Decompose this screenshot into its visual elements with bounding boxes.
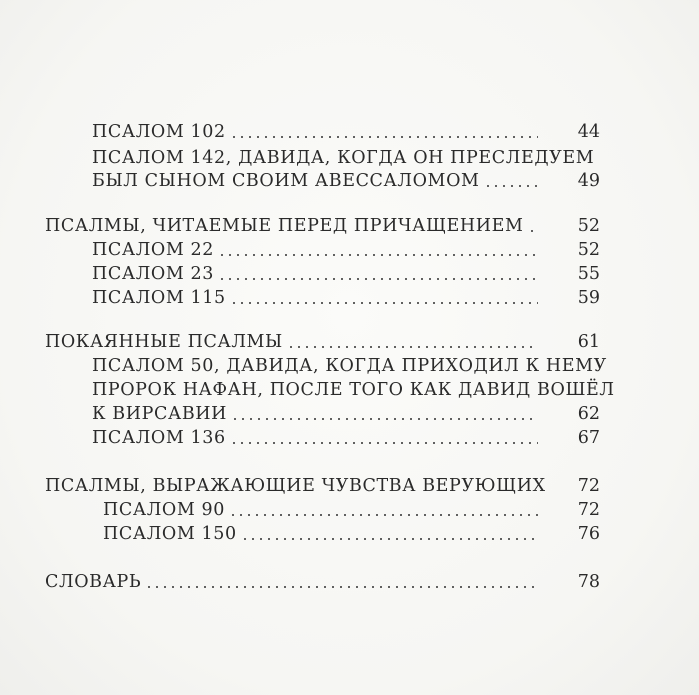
toc-page-number: 67 bbox=[577, 428, 600, 448]
toc-entry-psalm-50-line-2: ПРОРОК НАФАН, ПОСЛЕ ТОГО КАК ДАВИД ВОШЁЛ bbox=[92, 380, 615, 400]
toc-entry-psalm-23 bbox=[92, 262, 544, 286]
toc-entry-title: БЫЛ СЫНОМ СВОИМ АВЕССАЛОМОМ bbox=[92, 171, 480, 191]
toc-page-number: 72 bbox=[577, 500, 600, 520]
toc-entry-title: СЛОВАРЬ bbox=[45, 572, 142, 592]
dot-leader bbox=[218, 278, 538, 280]
toc-entry-title: ПСАЛОМ 136 bbox=[92, 428, 226, 448]
toc-entry-title: ПСАЛОМ 115 bbox=[92, 288, 226, 308]
dot-leader bbox=[241, 538, 538, 540]
toc-page-number: 72 bbox=[577, 476, 600, 496]
toc-page-number: 49 bbox=[577, 171, 600, 191]
toc-entry-title: ПСАЛОМ 90 bbox=[103, 500, 226, 520]
toc-entry-psalm-90 bbox=[103, 498, 544, 522]
dot-leader bbox=[528, 230, 538, 232]
toc-entry-title: ПСАЛОМ 22 bbox=[92, 240, 215, 260]
toc-entry-psalm-50 bbox=[92, 402, 544, 426]
toc-entry-title: ПСАЛОМ 102 bbox=[92, 122, 226, 142]
toc-entry-psalm-142 bbox=[92, 169, 544, 193]
toc-section-title: ПСАЛМЫ, ВЫРАЖАЮЩИЕ ЧУВСТВА ВЕРУЮЩИХ bbox=[45, 476, 546, 496]
toc-page-number: 78 bbox=[577, 572, 600, 592]
dot-leader bbox=[229, 514, 538, 516]
toc-section-feelings bbox=[45, 474, 544, 498]
toc-entry-psalm-115 bbox=[92, 286, 544, 310]
dot-leader bbox=[230, 302, 538, 304]
toc-page-number: 52 bbox=[577, 216, 600, 236]
toc-entry-psalm-150 bbox=[103, 522, 544, 546]
toc-entry-psalm-102 bbox=[92, 120, 544, 144]
toc-entry-title: ПСАЛОМ 150 bbox=[103, 524, 237, 544]
toc-section-title: ПСАЛМЫ, ЧИТАЕМЫЕ ПЕРЕД ПРИЧАЩЕНИЕМ bbox=[45, 216, 524, 236]
toc-entry-glossary bbox=[45, 570, 544, 594]
dot-leader bbox=[287, 346, 538, 348]
toc-section-penitential bbox=[45, 330, 544, 354]
toc-page-number: 44 bbox=[577, 122, 600, 142]
dot-leader bbox=[218, 254, 538, 256]
toc-entry-psalm-22 bbox=[92, 238, 544, 262]
toc-page-number: 52 bbox=[577, 240, 600, 260]
dot-leader bbox=[230, 136, 538, 138]
toc-page-number: 61 bbox=[577, 332, 600, 352]
toc-entry-title: К ВИРСАВИИ bbox=[92, 404, 228, 424]
toc-entry-title: ПСАЛОМ 23 bbox=[92, 264, 215, 284]
toc-entry-psalm-142-line-1: ПСАЛОМ 142, ДАВИДА, КОГДА ОН ПРЕСЛЕДУЕМ bbox=[92, 148, 595, 168]
toc-page-number: 76 bbox=[577, 524, 600, 544]
toc-section-communion bbox=[45, 214, 544, 238]
dot-leader bbox=[484, 185, 538, 187]
toc-page-number: 62 bbox=[577, 404, 600, 424]
toc-page-number: 55 bbox=[577, 264, 600, 284]
dot-leader bbox=[231, 418, 538, 420]
dot-leader bbox=[145, 586, 538, 588]
toc-section-title: ПОКАЯННЫЕ ПСАЛМЫ bbox=[45, 332, 283, 352]
toc-entry-psalm-136 bbox=[92, 426, 544, 450]
toc-entry-psalm-50-line-1: ПСАЛОМ 50, ДАВИДА, КОГДА ПРИХОДИЛ К НЕМУ bbox=[92, 356, 607, 376]
dot-leader bbox=[230, 442, 538, 444]
toc-page-number: 59 bbox=[577, 288, 600, 308]
